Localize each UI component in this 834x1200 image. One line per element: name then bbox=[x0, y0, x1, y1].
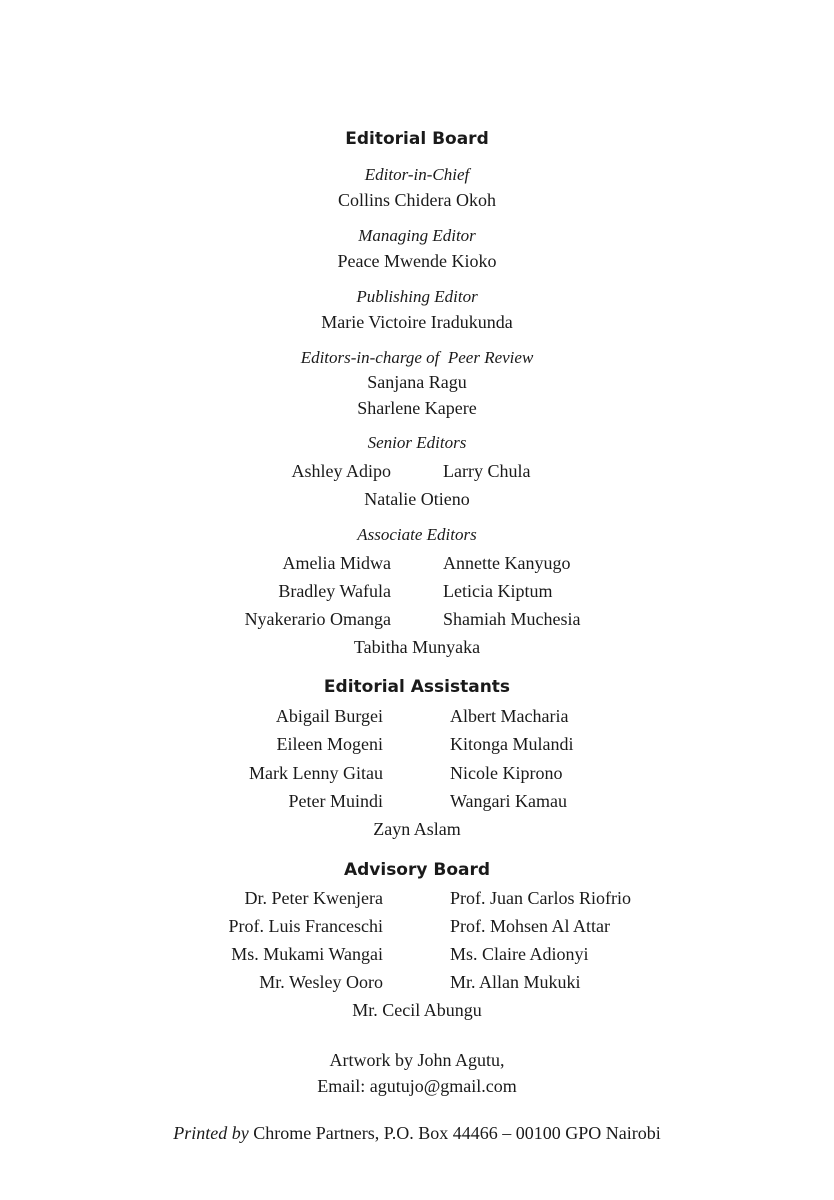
person-name: Natalie Otieno bbox=[364, 489, 470, 509]
role-label: Editors-in-charge of Peer Review bbox=[300, 348, 534, 367]
person-name: Mark Lenny Gitau bbox=[249, 763, 383, 783]
person-name: Peace Mwende Kioko bbox=[337, 251, 497, 271]
role-label: Editor-in-Chief bbox=[364, 165, 470, 184]
person-name: Tabitha Munyaka bbox=[353, 637, 481, 657]
person-name: Bradley Wafula bbox=[278, 581, 391, 601]
person-name: Mr. Cecil Abungu bbox=[352, 1000, 482, 1020]
person-name: Kitonga Mulandi bbox=[450, 734, 574, 754]
editorial-board-heading: Editorial Board bbox=[345, 129, 489, 149]
person-name: Eileen Mogeni bbox=[276, 734, 383, 754]
person-name: Mr. Allan Mukuki bbox=[450, 972, 581, 992]
person-name: Prof. Juan Carlos Riofrio bbox=[450, 888, 631, 908]
person-name: Nyakerario Omanga bbox=[244, 609, 391, 629]
person-name: Ms. Mukami Wangai bbox=[231, 944, 383, 964]
role-label: Senior Editors bbox=[367, 433, 467, 452]
editorial-assistants-heading: Editorial Assistants bbox=[323, 677, 511, 697]
person-name: Marie Victoire Iradukunda bbox=[321, 312, 513, 332]
person-name: Peter Muindi bbox=[288, 791, 383, 811]
person-name: Larry Chula bbox=[443, 461, 531, 481]
role-label: Managing Editor bbox=[358, 226, 476, 245]
role-label: Associate Editors bbox=[357, 525, 477, 544]
role-label: Publishing Editor bbox=[356, 287, 478, 306]
person-name: Mr. Wesley Ooro bbox=[259, 972, 383, 992]
person-name: Prof. Mohsen Al Attar bbox=[450, 916, 610, 936]
printer-credit bbox=[0, 1120, 834, 1146]
person-name: Nicole Kiprono bbox=[450, 763, 563, 783]
artwork-credit: Artwork by John Agutu, bbox=[329, 1050, 505, 1070]
person-name: Abigail Burgei bbox=[275, 706, 383, 726]
person-name: Amelia Midwa bbox=[282, 553, 391, 573]
person-name: Ms. Claire Adionyi bbox=[450, 944, 589, 964]
person-name: Prof. Luis Franceschi bbox=[228, 916, 383, 936]
person-name: Annette Kanyugo bbox=[443, 553, 571, 573]
person-name: Wangari Kamau bbox=[450, 791, 567, 811]
printed-by-label: Printed by bbox=[173, 1123, 249, 1143]
person-name: Sanjana Ragu bbox=[367, 372, 467, 392]
person-name: Ashley Adipo bbox=[291, 461, 391, 481]
person-name: Leticia Kiptum bbox=[443, 581, 553, 601]
advisory-board-heading: Advisory Board bbox=[343, 860, 491, 880]
person-name: Albert Macharia bbox=[450, 706, 569, 726]
person-name: Dr. Peter Kwenjera bbox=[244, 888, 383, 908]
person-name: Sharlene Kapere bbox=[357, 398, 477, 418]
person-name: Zayn Aslam bbox=[373, 819, 461, 839]
person-name: Collins Chidera Okoh bbox=[338, 190, 496, 210]
person-name: Shamiah Muchesia bbox=[443, 609, 581, 629]
printer-details: Chrome Partners, P.O. Box 44466 – 00100 GPO Nairobi bbox=[248, 1123, 661, 1143]
artwork-email: Email: agutujo@gmail.com bbox=[317, 1076, 517, 1096]
